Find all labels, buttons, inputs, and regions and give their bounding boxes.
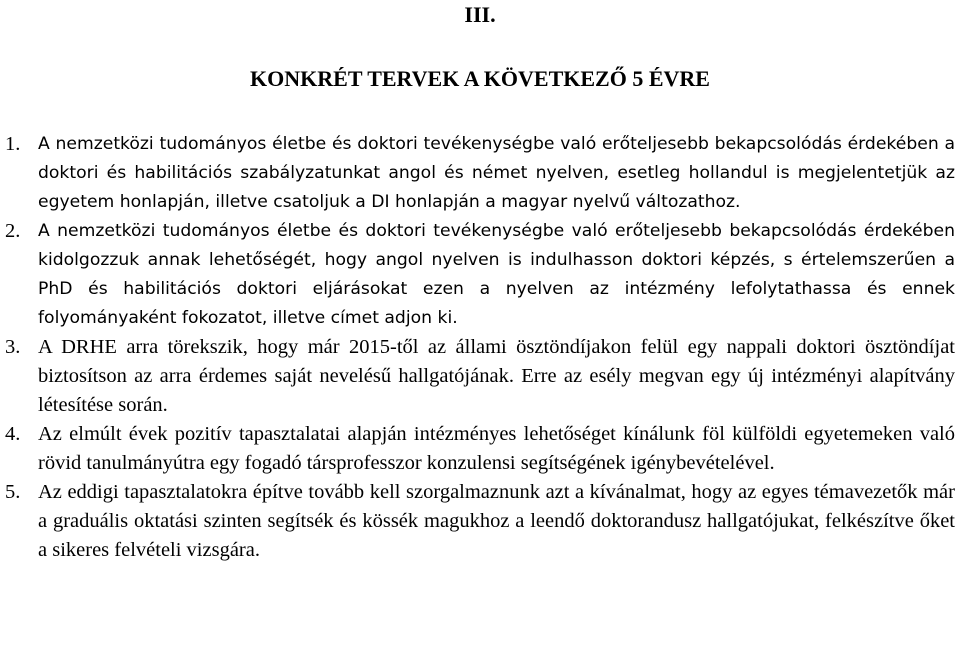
list-item-text: Az eddigi tapasztalatokra építve tovább kell szorgalmaznunk azt a kívánalmat, hogy az egyes témavezetők már a graduális oktatási szinten segítsék és kössék magukhoz a leendő doktorandusz hallgatójukat, felkészítve őket a sikeres felvételi vizsgára.	[38, 481, 955, 561]
list-item-number: 4.	[5, 423, 21, 445]
chapter-title: KONKRÉT TERVEK A KÖVETKEZŐ 5 ÉVRE	[250, 66, 710, 91]
list-item-number: 3.	[5, 336, 21, 358]
list-item-number: 1.	[5, 133, 21, 155]
list-item-2	[5, 217, 955, 333]
list-item-3	[5, 333, 955, 420]
plans-list	[5, 130, 955, 565]
list-item-text: Az elmúlt évek pozitív tapasztalatai alapján intézményes lehetőséget kínálunk föl külföldi egyetemeken való rövid tanulmányútra egy fogadó társprofesszor konzulensi segítségének igénybevételével.	[38, 423, 955, 474]
list-item-number: 2.	[5, 220, 21, 242]
list-item-text: A nemzetközi tudományos életbe és doktori tevékenységbe való erőteljesebb bekapcsolódás érdekében a doktori és habilitációs szabályzatunkat angol és német nyelven, esetleg hollandul is megjelentetjük az egyetem honlapján, illetve csatoljuk a DI honlapján a magyar nyelvű változathoz.	[38, 134, 955, 212]
chapter-number: III.	[464, 2, 496, 27]
list-item-number: 5.	[5, 481, 21, 503]
list-item-5	[5, 478, 955, 565]
list-item-1	[5, 130, 955, 217]
list-item-text: A nemzetközi tudományos életbe és doktori tevékenységbe való erőteljesebb bekapcsolódás érdekében kidolgozzuk annak lehetőségét, hogy angol nyelven is indulhasson doktori képzés, s értelemszerűen a PhD és habilitációs doktori eljárásokat ezen a nyelven az intézmény lefolytathassa és ennek folyományaként fokozatot, illetve címet adjon ki.	[38, 221, 955, 328]
list-item-4	[5, 420, 955, 478]
list-item-text: A DRHE arra törekszik, hogy már 2015-től az állami ösztöndíjakon felül egy nappali doktori ösztöndíjat biztosítson az arra érdemes saját nevelésű hallgatójának. Erre az esély megvan egy új intézményi alapítvány létesítése során.	[38, 336, 955, 416]
